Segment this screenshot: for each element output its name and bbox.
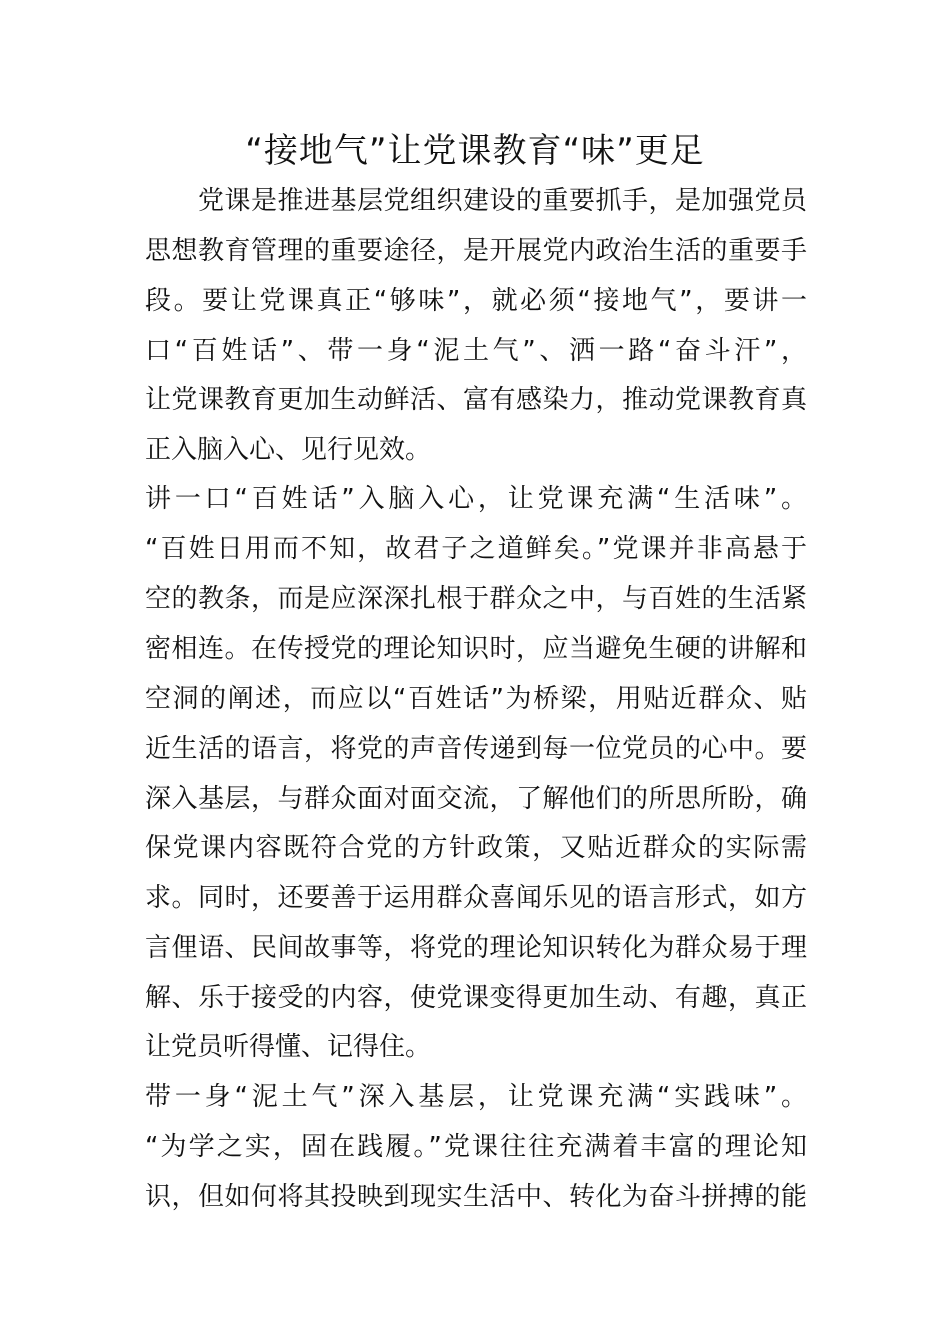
body-line: 让党课教育更加生动鲜活、富有感染力，推动党课教育真 — [145, 385, 807, 415]
body-line: 思想教育管理的重要途径，是开展党内政治生活的重要手 — [145, 236, 807, 266]
body-line: “为学之实，固在践履。”党课往往充满着丰富的理论知 — [145, 1132, 807, 1162]
document-title: “接地气”让党课教育“味”更足 — [245, 131, 705, 171]
body-line: 言俚语、民间故事等，将党的理论知识转化为群众易于理 — [145, 933, 807, 963]
body-line: 识，但如何将其投映到现实生活中、转化为奋斗拼搏的能 — [145, 1182, 807, 1212]
body-line: 空洞的阐述，而应以“百姓话”为桥梁，用贴近群众、贴 — [145, 684, 807, 714]
body-line: 党课是推进基层党组织建设的重要抓手，是加强党员 — [145, 186, 807, 216]
body-line: 密相连。在传授党的理论知识时，应当避免生硬的讲解和 — [145, 634, 807, 664]
body-line: 解、乐于接受的内容，使党课变得更加生动、有趣，真正 — [145, 983, 807, 1013]
body-line: 带一身“泥土气”深入基层，让党课充满“实践味”。 — [145, 1082, 807, 1112]
body-line: “百姓日用而不知，故君子之道鲜矣。”党课并非高悬于 — [145, 534, 807, 564]
body-line: 深入基层，与群众面对面交流，了解他们的所思所盼，确 — [145, 784, 807, 814]
body-line: 近生活的语言，将党的声音传递到每一位党员的心中。要 — [145, 734, 807, 764]
body-line: 正入脑入心、见行见效。 — [145, 435, 432, 465]
body-line: 空的教条，而是应深深扎根于群众之中，与百姓的生活紧 — [145, 584, 807, 614]
body-line: 让党员听得懂、记得住。 — [145, 1032, 432, 1062]
body-line: 讲一口“百姓话”入脑入心，让党课充满“生活味”。 — [145, 484, 807, 514]
body-line: 保党课内容既符合党的方针政策，又贴近群众的实际需 — [145, 833, 807, 863]
body-line: 段。要让党课真正“够味”，就必须“接地气”，要讲一 — [145, 286, 807, 316]
body-line: 求。同时，还要善于运用群众喜闻乐见的语言形式，如方 — [145, 883, 807, 913]
body-line: 口“百姓话”、带一身“泥土气”、洒一路“奋斗汗”， — [145, 336, 807, 366]
